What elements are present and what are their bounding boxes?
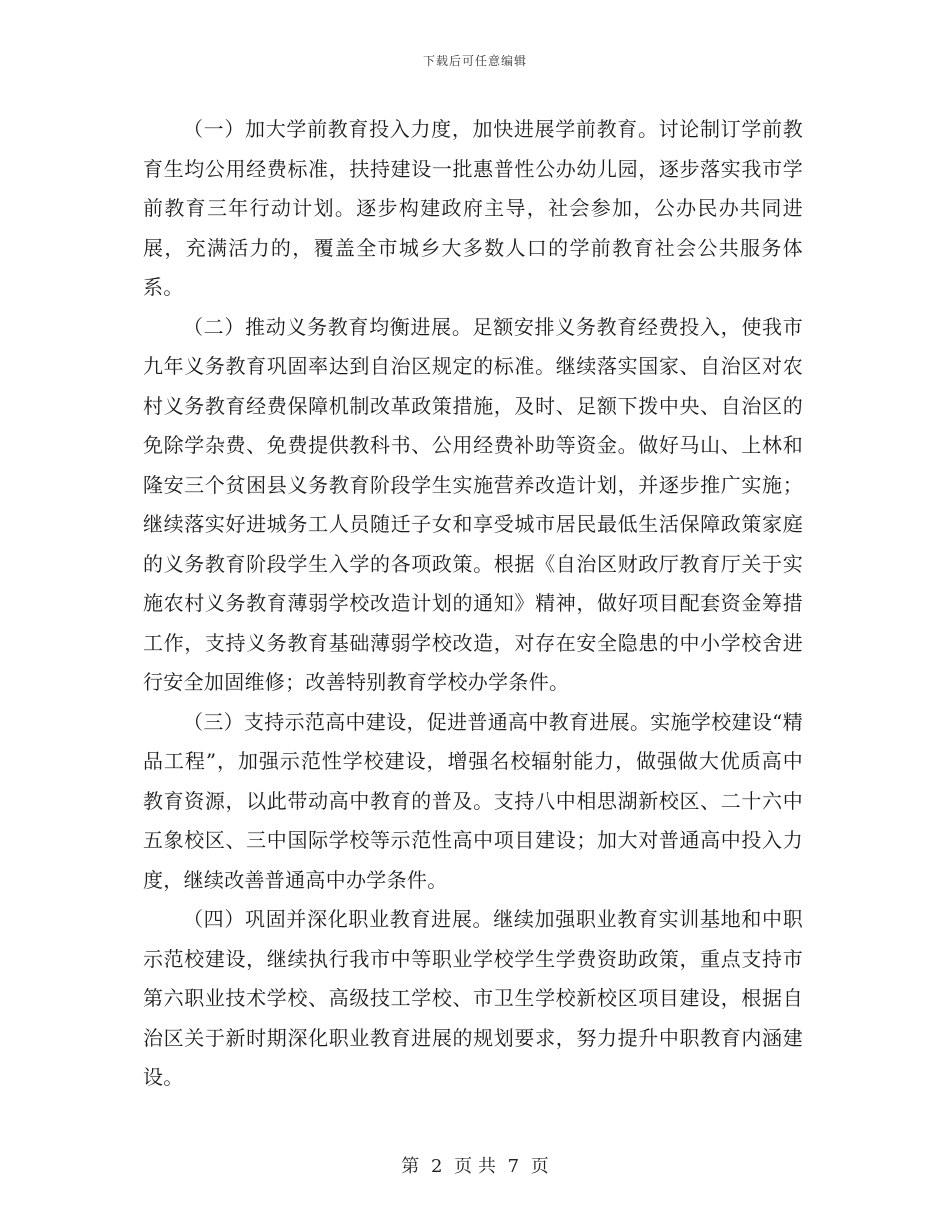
paragraph-high-school-education: （三）支持示范高中建设，促进普通高中教育进展。实施学校建设“精品工程”，加强示范性学校建设，增强名校辐射能力，做强做大优质高中教育资源，以此带动高中教育的普及。支持八中相思湖新校区、二十六中五象校区、三中国际学校等示范性高中项目建设；加大对普通高中投入力度，继续改善普通高中办学条件。 <box>143 709 803 892</box>
document-body <box>143 110 803 1098</box>
page-number-footer <box>0 1152 950 1178</box>
paragraph-compulsory-education: （二）推动义务教育均衡进展。足额安排义务教育经费投入，使我市九年义务教育巩固率达到自治区规定的标准。继续落实国家、自治区对农村义务教育经费保障机制改革政策措施，及时、足额下拨中央、自治区的免除学杂费、免费提供教科书、公用经费补助等资金。做好马山、上林和隆安三个贫困县义务教育阶段学生实施营养改造计划，并逐步推广实施；继续落实好进城务工人员随迁子女和享受城市居民最低生活保障政策家庭的义务教育阶段学生入学的各项政策。根据《自治区财政厅教育厅关于实施农村义务教育薄弱学校改造计划的通知》精神，做好项目配套资金筹措工作，支持义务教育基础薄弱学校改造，对存在安全隐患的中小学校舍进行安全加固维修；改善特别教育学校办学条件。 <box>143 314 803 694</box>
paragraph-preschool-education: （一）加大学前教育投入力度，加快进展学前教育。讨论制订学前教育生均公用经费标准，扶持建设一批惠普性公办幼儿园，逐步落实我市学前教育三年行动计划。逐步构建政府主导，社会参加，公办民办共同进展，充满活力的，覆盖全市城乡大多数人口的学前教育社会公共服务体系。 <box>143 117 803 299</box>
footer-current-page: 2 <box>430 1156 443 1177</box>
footer-prefix: 第 <box>401 1156 420 1177</box>
footer-total-pages: 7 <box>507 1156 520 1177</box>
footer-middle: 页 共 <box>454 1156 496 1177</box>
page-header: 下载后可任意编辑 <box>422 54 527 68</box>
paragraph-vocational-education: （四）巩固并深化职业教育进展。继续加强职业教育实训基地和中职示范校建设，继续执行我市中等职业学校学生学费资助政策，重点支持市第六职业技术学校、高级技工学校、市卫生学校新校区项目建设，根据自治区关于新时期深化职业教育进展的规划要求，努力提升中职教育内涵建设。 <box>143 907 803 1089</box>
footer-suffix: 页 <box>530 1156 549 1177</box>
